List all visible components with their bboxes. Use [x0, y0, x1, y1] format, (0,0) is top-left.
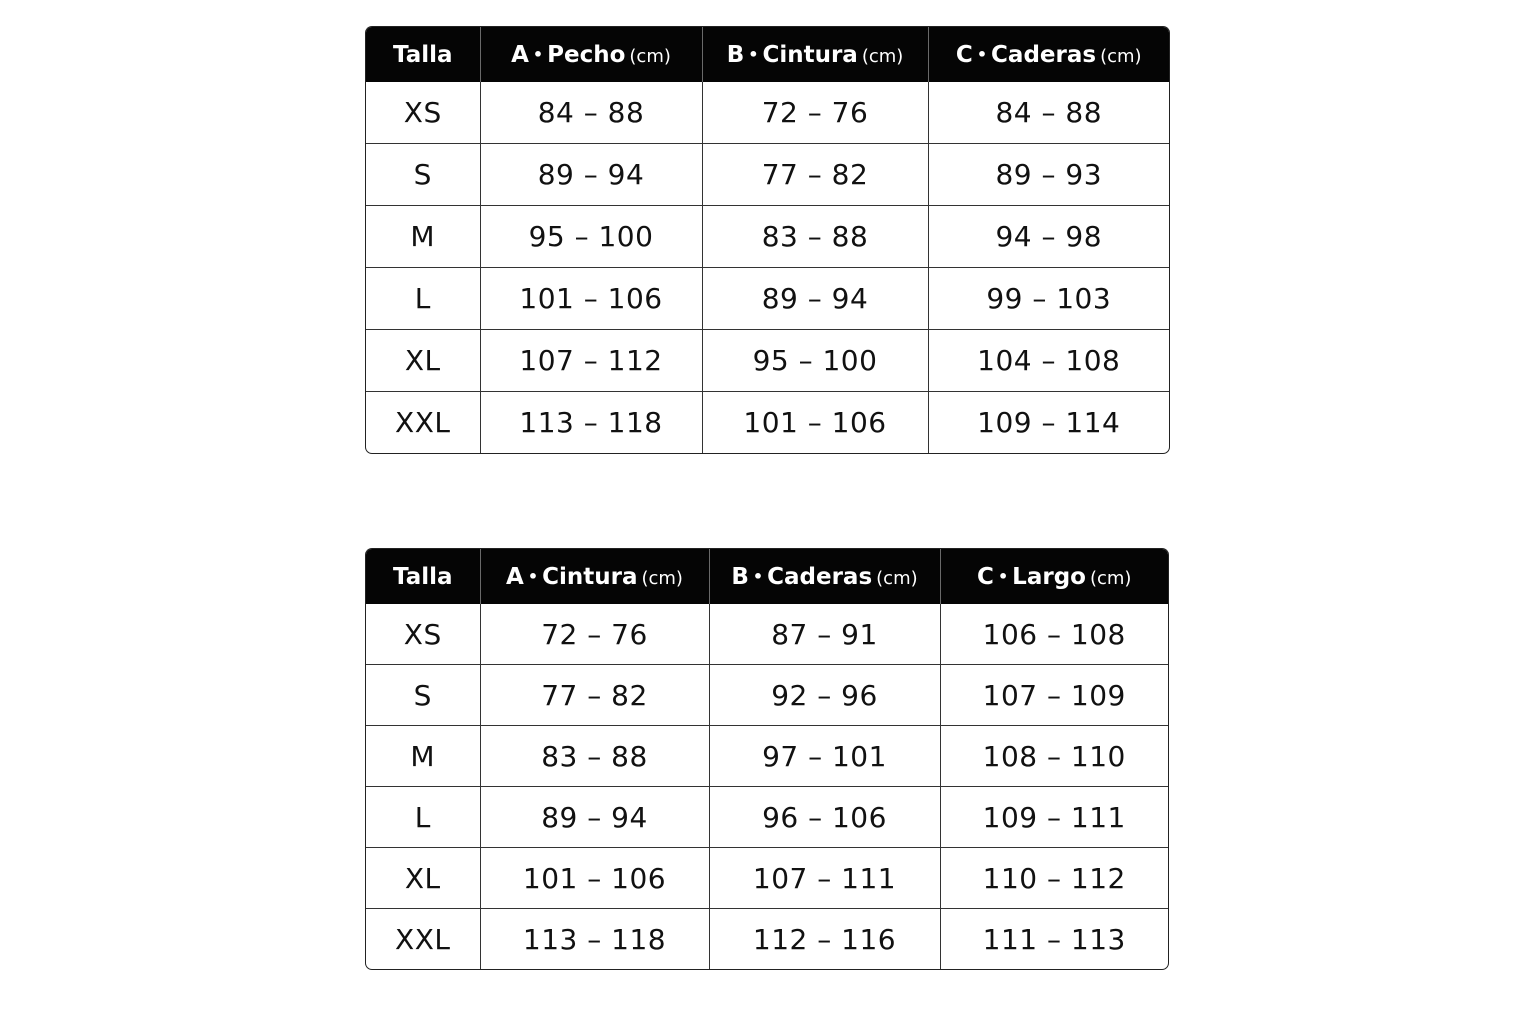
table-row [366, 787, 1168, 848]
column-header [709, 549, 940, 604]
measurement-cell: 107 – 112 [480, 330, 702, 392]
size-label-cell: XXL [366, 909, 480, 970]
measurement-cell: 111 – 113 [940, 909, 1168, 970]
size-label-cell: XXL [366, 392, 480, 454]
measurement-cell: 101 – 106 [480, 268, 702, 330]
size-label-cell: S [366, 665, 480, 726]
column-label: Pecho [547, 41, 626, 68]
measurement-cell: 84 – 88 [480, 82, 702, 144]
column-header [928, 27, 1169, 82]
column-header [480, 27, 702, 82]
column-letter: C [977, 563, 994, 590]
measurement-cell: 106 – 108 [940, 604, 1168, 665]
column-label: Cintura [762, 41, 858, 68]
measurement-cell: 101 – 106 [702, 392, 928, 454]
separator-dot: • [748, 44, 759, 64]
column-letter: A [511, 41, 529, 68]
column-header [366, 549, 480, 604]
column-label: Talla [392, 41, 453, 68]
measurement-cell: 83 – 88 [702, 206, 928, 268]
size-label-cell: M [366, 206, 480, 268]
measurement-cell: 87 – 91 [709, 604, 940, 665]
column-unit: (cm) [629, 45, 671, 67]
measurement-cell: 109 – 114 [928, 392, 1169, 454]
measurement-cell: 83 – 88 [480, 726, 709, 787]
measurement-cell: 72 – 76 [480, 604, 709, 665]
measurement-cell: 89 – 94 [480, 144, 702, 206]
measurement-cell: 112 – 116 [709, 909, 940, 970]
measurement-cell: 77 – 82 [702, 144, 928, 206]
column-unit: (cm) [1100, 45, 1142, 67]
measurement-cell: 110 – 112 [940, 848, 1168, 909]
table-row [366, 665, 1168, 726]
size-label-cell: L [366, 787, 480, 848]
measurement-cell: 96 – 106 [709, 787, 940, 848]
measurement-cell: 89 – 94 [702, 268, 928, 330]
size-label-cell: XL [366, 848, 480, 909]
separator-dot: • [527, 566, 539, 586]
separator-dot: • [532, 44, 544, 64]
table-row [366, 604, 1168, 665]
measurement-cell: 107 – 111 [709, 848, 940, 909]
separator-dot: • [997, 566, 1009, 586]
table-body [366, 604, 1168, 969]
measurement-cell: 95 – 100 [480, 206, 702, 268]
column-letter: B [731, 563, 749, 590]
table-row [366, 909, 1168, 970]
measurement-cell: 113 – 118 [480, 909, 709, 970]
table-row [366, 82, 1169, 144]
measurement-cell: 99 – 103 [928, 268, 1169, 330]
table-row [366, 144, 1169, 206]
column-letter: A [506, 563, 524, 590]
measurement-cell: 77 – 82 [480, 665, 709, 726]
separator-dot: • [976, 44, 988, 64]
measurement-cell: 89 – 93 [928, 144, 1169, 206]
header-row [366, 549, 1168, 604]
column-label: Caderas [767, 563, 873, 590]
header-row [366, 27, 1169, 82]
size-label-cell: XS [403, 617, 442, 651]
measurement-cell: 94 – 98 [928, 206, 1169, 268]
column-unit: (cm) [861, 45, 904, 67]
column-label: Cintura [542, 563, 638, 590]
table-row [366, 392, 1169, 454]
size-label-cell: XS [403, 96, 442, 129]
column-unit: (cm) [641, 567, 683, 589]
column-letter: C [955, 41, 973, 68]
measurement-cell: 97 – 101 [709, 726, 940, 787]
column-header [480, 549, 709, 604]
column-header [366, 27, 480, 82]
size-label-cell: M [366, 726, 480, 787]
measurement-cell: 89 – 94 [480, 787, 709, 848]
size-label-cell: L [366, 268, 480, 330]
table-row [366, 330, 1169, 392]
measurement-cell: 101 – 106 [480, 848, 709, 909]
measurement-cell: 104 – 108 [928, 330, 1169, 392]
separator-dot: • [752, 566, 764, 586]
measurement-cell: 108 – 110 [940, 726, 1168, 787]
table-body [366, 82, 1169, 453]
measurement-cell: 92 – 96 [709, 665, 940, 726]
measurement-cell: 109 – 111 [940, 787, 1168, 848]
measurement-cell: 113 – 118 [480, 392, 702, 454]
measurement-cell: 95 – 100 [702, 330, 928, 392]
table-row [366, 726, 1168, 787]
column-unit: (cm) [876, 567, 918, 589]
measurement-cell: 72 – 76 [702, 82, 928, 144]
column-label: Largo [1012, 563, 1086, 590]
measurement-cell: 107 – 109 [940, 665, 1168, 726]
column-letter: B [726, 41, 745, 68]
size-label-cell: S [366, 144, 480, 206]
size-label-cell: XL [366, 330, 480, 392]
table-row [366, 268, 1169, 330]
column-header [940, 549, 1168, 604]
table-row [366, 206, 1169, 268]
column-label: Caderas [991, 41, 1097, 68]
measurement-cell: 84 – 88 [928, 82, 1169, 144]
table-row [366, 848, 1168, 909]
lower-body-size-table [366, 549, 1168, 969]
column-unit: (cm) [1089, 567, 1132, 589]
upper-body-size-table [366, 27, 1169, 453]
column-label: Talla [392, 563, 453, 590]
column-header [702, 27, 928, 82]
